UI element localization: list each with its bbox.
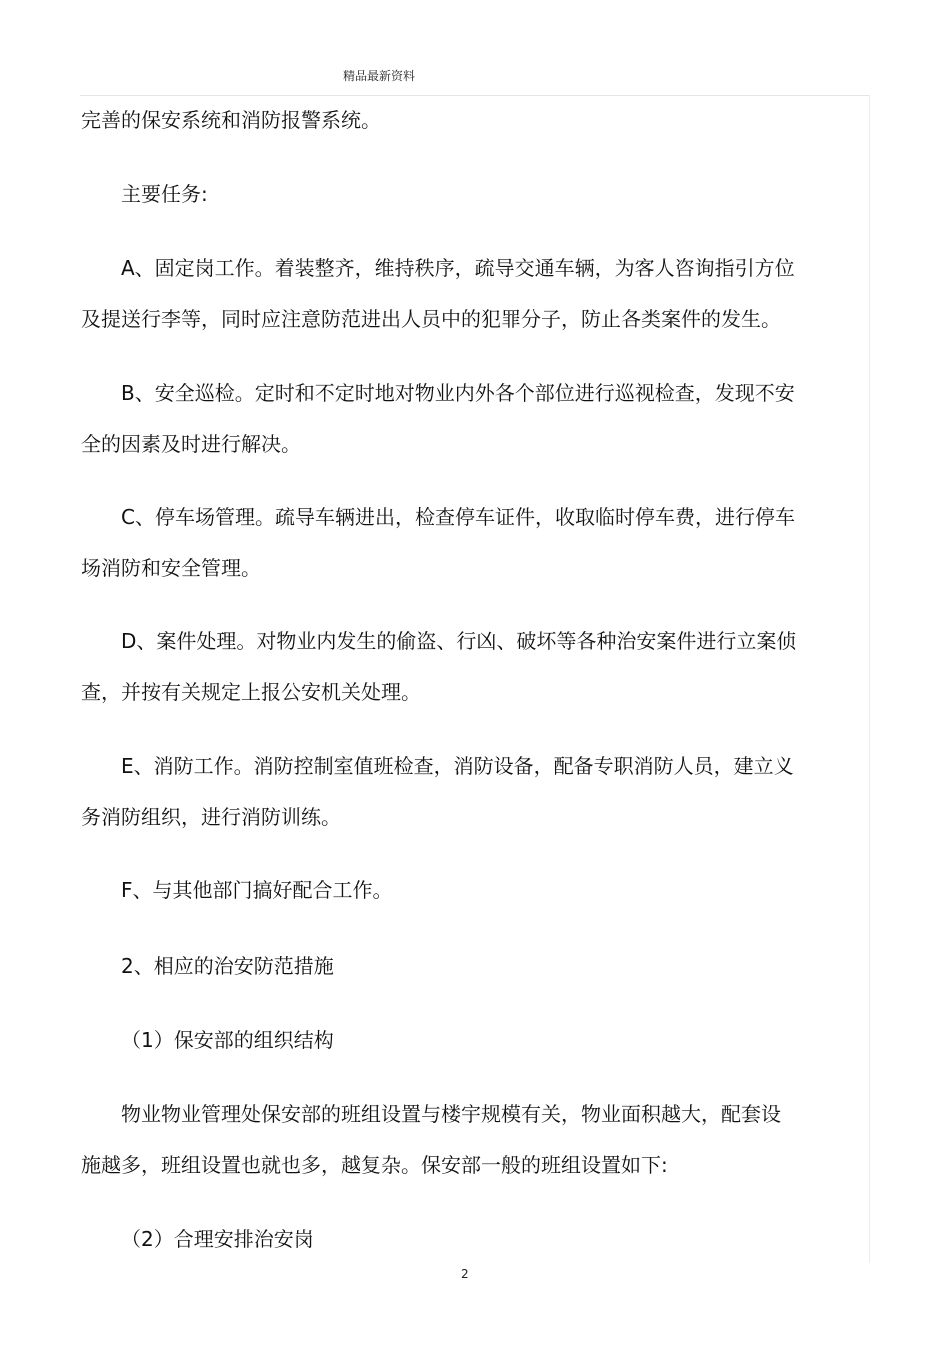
task-d-line-1: D、案件处理。对物业内发生的偷盗、行凶、破坏等各种治安案件进行立案侦 <box>121 629 797 653</box>
section-heading-main-tasks: 主要任务: <box>121 182 208 206</box>
task-a-line-1: A、固定岗工作。着装整齐，维持秩序，疏导交通车辆，为客人咨询指引方位 <box>121 256 795 280</box>
task-f-line: F、与其他部门搞好配合工作。 <box>121 878 393 902</box>
task-b-line-2: 全的因素及时进行解决。 <box>81 432 301 456</box>
header-divider <box>80 95 870 96</box>
subheading-1: （1）保安部的组织结构 <box>121 1028 334 1052</box>
task-b-line-1: B、安全巡检。定时和不定时地对物业内外各个部位进行巡视检查，发现不安 <box>121 381 795 405</box>
section-heading-2: 2、相应的治安防范措施 <box>121 954 334 978</box>
page-number: 2 <box>461 1267 469 1281</box>
org-paragraph-line-2: 施越多，班组设置也就也多，越复杂。保安部一般的班组设置如下: <box>81 1153 668 1177</box>
page-header-text: 精品最新资料 <box>343 69 416 83</box>
subheading-2: （2）合理安排治安岗 <box>121 1227 314 1251</box>
org-paragraph-line-1: 物业物业管理处保安部的班组设置与楼宇规模有关，物业面积越大，配套设 <box>121 1102 781 1126</box>
task-a-line-2: 及提送行李等，同时应注意防范进出人员中的犯罪分子，防止各类案件的发生。 <box>81 307 781 331</box>
task-d-line-2: 查，并按有关规定上报公安机关处理。 <box>81 680 421 704</box>
task-c-line-2: 场消防和安全管理。 <box>81 556 261 580</box>
paragraph-line-1: 完善的保安系统和消防报警系统。 <box>81 108 381 132</box>
right-margin-rule <box>869 95 870 1263</box>
task-e-line-2: 务消防组织，进行消防训练。 <box>81 805 341 829</box>
task-e-line-1: E、消防工作。消防控制室值班检查，消防设备，配备专职消防人员，建立义 <box>121 754 794 778</box>
task-c-line-1: C、停车场管理。疏导车辆进出，检查停车证件，收取临时停车费，进行停车 <box>121 505 795 529</box>
